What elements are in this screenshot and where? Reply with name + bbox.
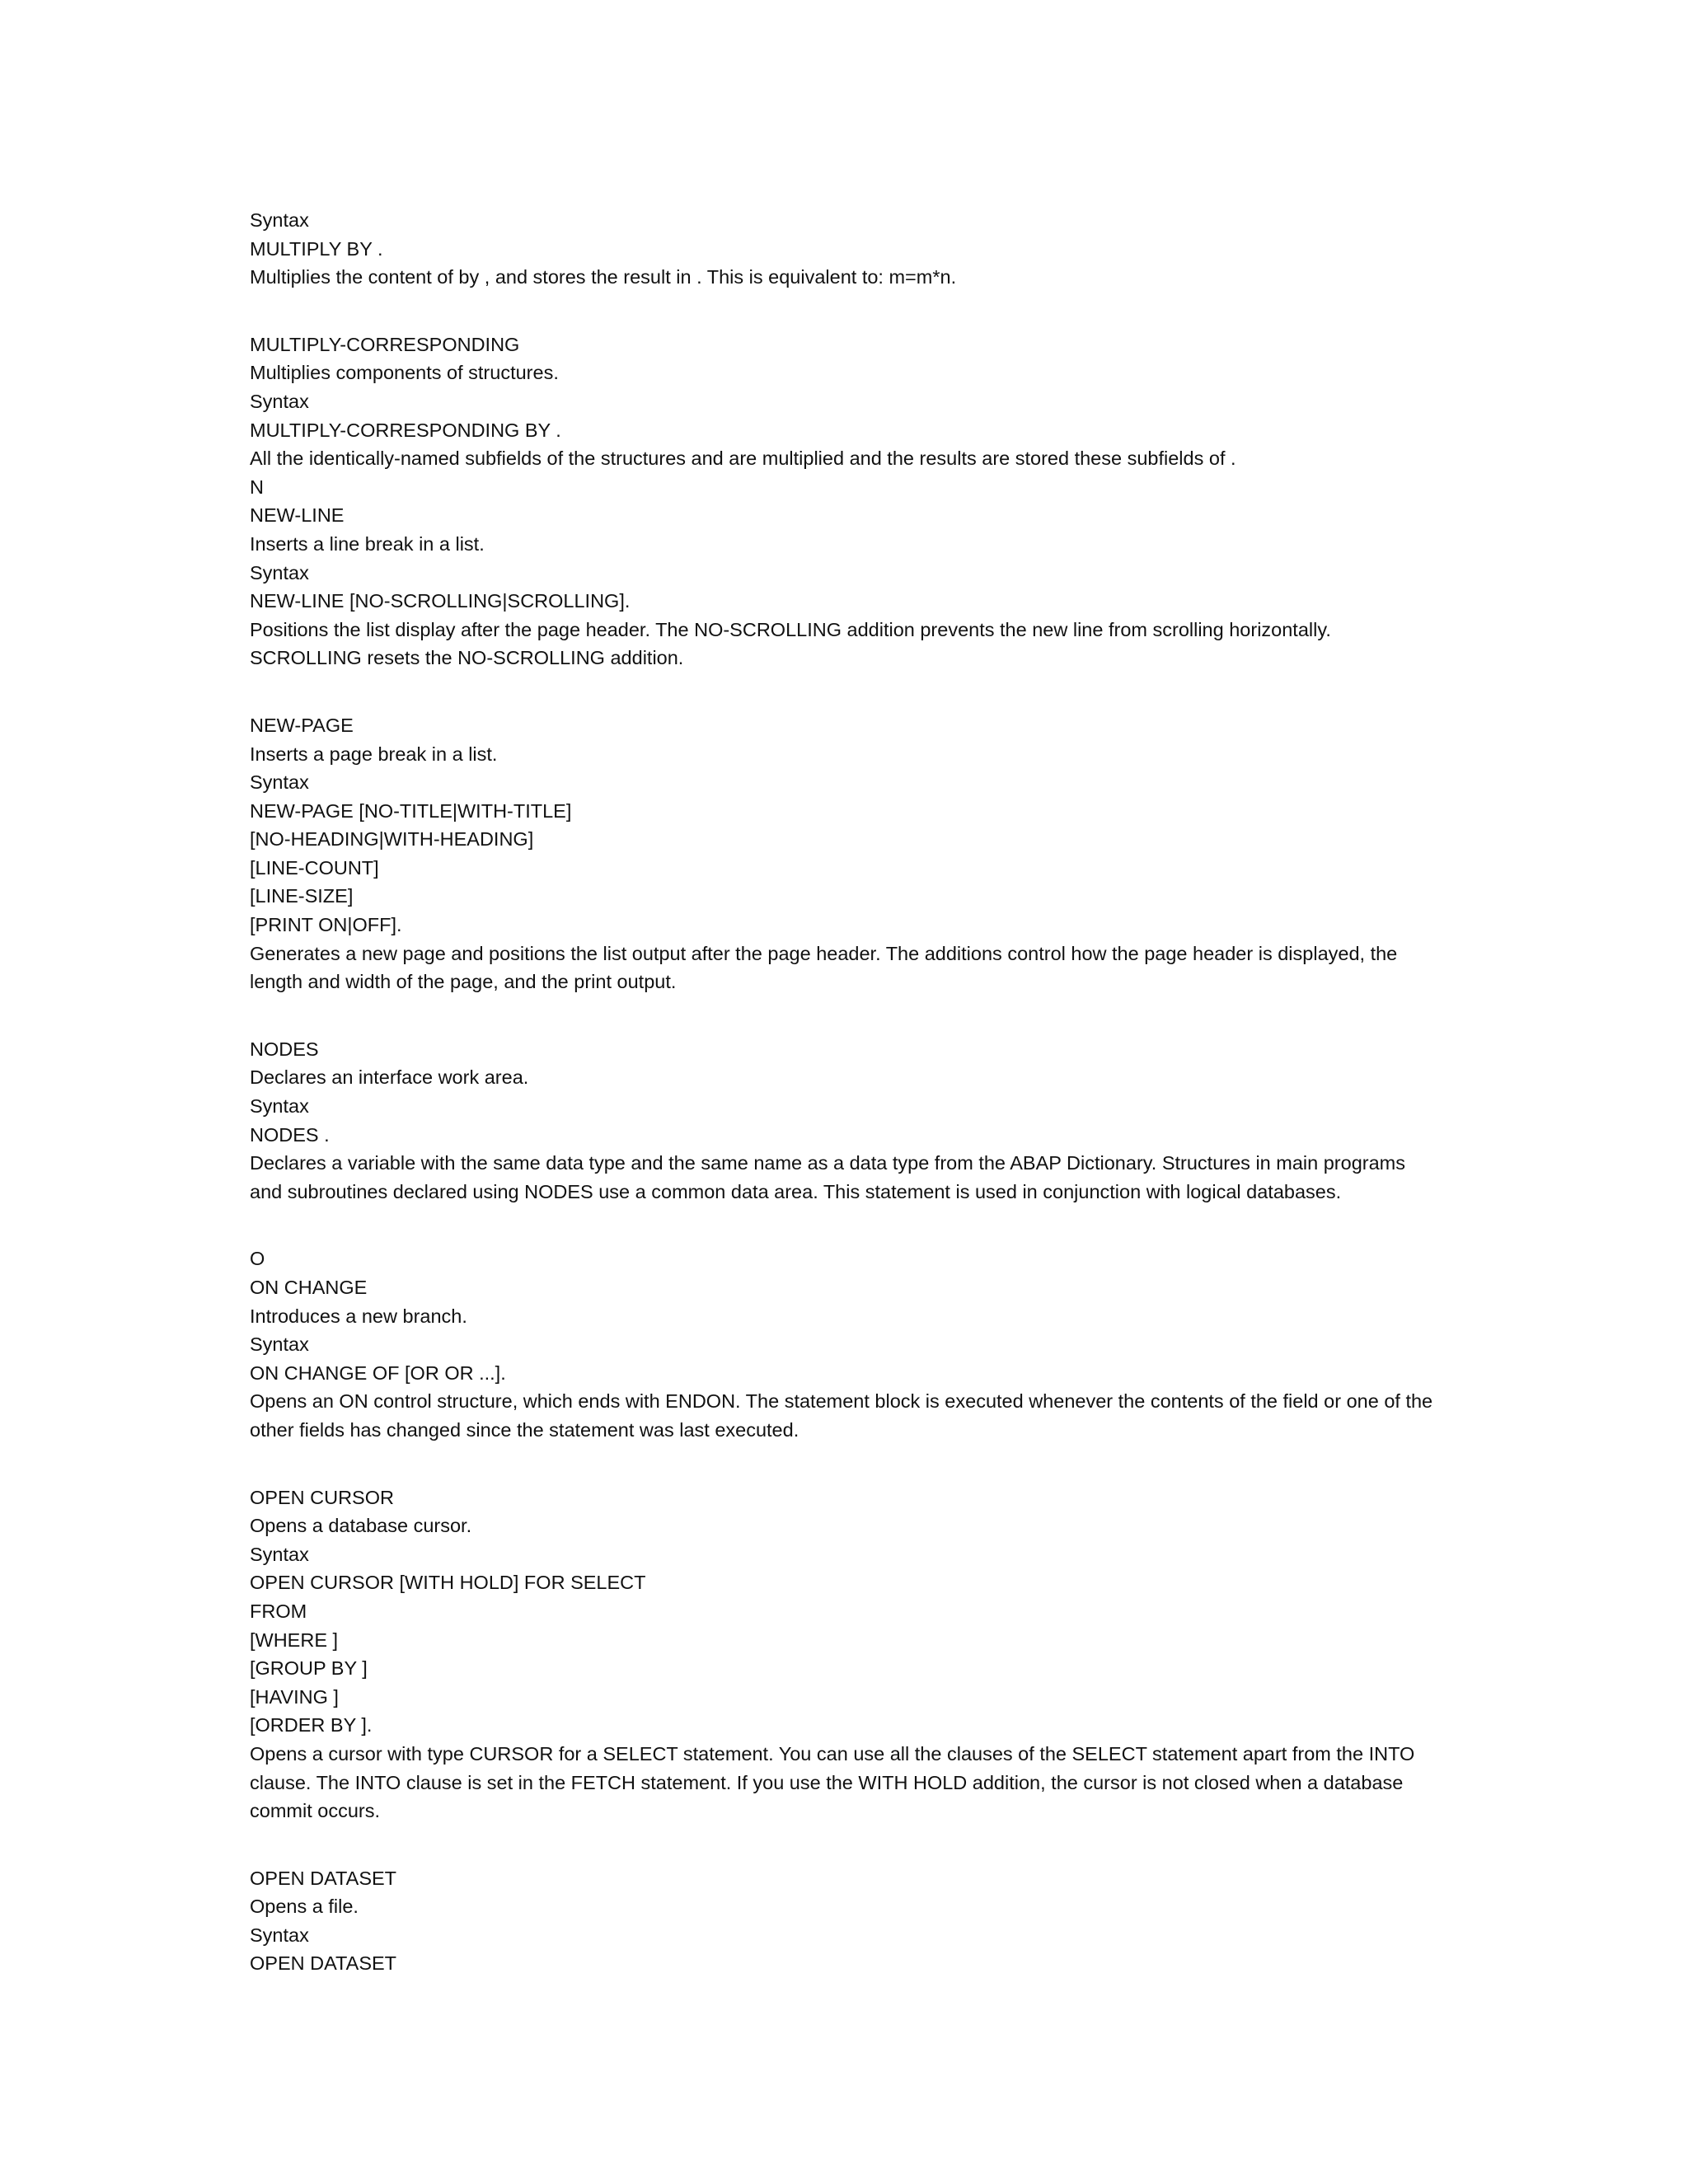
text-line: NODES .: [250, 1123, 330, 1146]
text-line: NEW-PAGE: [250, 714, 354, 736]
text-line: Opens an ON control structure, which ends with ENDON. The statement block is executed whenever the contents of the field or one of the: [250, 1390, 1433, 1413]
block-spacer: [250, 1445, 1445, 1483]
text-line: MULTIPLY BY .: [250, 237, 383, 260]
block-spacer: [250, 1825, 1445, 1864]
text-line: [NO-HEADING|WITH-HEADING]: [250, 828, 534, 851]
text-line: Syntax: [250, 771, 309, 794]
text-line: Syntax: [250, 1924, 309, 1946]
text-line: Syntax: [250, 561, 309, 583]
text-block: [250, 1035, 1445, 1207]
text-line: length and width of the page, and the print output.: [250, 971, 677, 993]
text-line: [ORDER BY ].: [250, 1714, 373, 1736]
text-line: OPEN DATASET: [250, 1952, 397, 1975]
text-line: commit occurs.: [250, 1800, 380, 1822]
text-line: MULTIPLY-CORRESPONDING: [250, 333, 520, 355]
text-block: [250, 1483, 1445, 1825]
text-line: NODES: [250, 1038, 319, 1060]
text-line: Opens a cursor with type CURSOR for a SELECT statement. You can use all the clauses of the SELECT statement apart from the INTO: [250, 1742, 1415, 1765]
text-line: Syntax: [250, 1333, 309, 1356]
text-block: [250, 1244, 1445, 1444]
text-line: Generates a new page and positions the list output after the page header. The additions control how the page header is displayed, the: [250, 942, 1398, 964]
text-line: Multiplies the content of by , and stores the result in . This is equivalent to: m=m*n.: [250, 266, 957, 288]
text-line: ON CHANGE OF [OR OR ...].: [250, 1361, 506, 1384]
text-line: Syntax: [250, 1095, 309, 1118]
text-line: other fields has changed since the statement was last executed.: [250, 1418, 799, 1441]
text-line: [HAVING ]: [250, 1685, 339, 1708]
block-spacer: [250, 673, 1445, 711]
text-line: Syntax: [250, 390, 309, 412]
text-line: MULTIPLY-CORRESPONDING BY .: [250, 419, 561, 441]
text-block: [250, 330, 1445, 673]
text-line: NEW-LINE [NO-SCROLLING|SCROLLING].: [250, 590, 631, 612]
text-line: Multiplies components of structures.: [250, 362, 559, 384]
text-line: N: [250, 476, 264, 498]
block-spacer: [250, 1206, 1445, 1244]
text-line: [GROUP BY ]: [250, 1657, 368, 1680]
text-line: Inserts a line break in a list.: [250, 532, 485, 555]
text-line: and subroutines declared using NODES use a common data area. This statement is used in conjunction with logical databases.: [250, 1180, 1342, 1202]
block-spacer: [250, 996, 1445, 1035]
text-block: [250, 711, 1445, 996]
text-line: clause. The INTO clause is set in the FETCH statement. If you use the WITH HOLD addition, the cursor is not closed when a database: [250, 1771, 1404, 1793]
text-block: [250, 206, 1445, 292]
text-line: All the identically-named subfields of the structures and are multiplied and the results are stored these subfields of .: [250, 448, 1236, 470]
text-line: SCROLLING resets the NO-SCROLLING addition.: [250, 647, 684, 669]
text-line: Syntax: [250, 1543, 309, 1565]
text-line: [LINE-COUNT]: [250, 856, 379, 879]
text-line: Declares a variable with the same data type and the same name as a data type from the ABAP Dictionary. Structures in main programs: [250, 1152, 1405, 1174]
text-line: Declares an interface work area.: [250, 1066, 529, 1089]
text-line: FROM: [250, 1600, 307, 1622]
text-line: Syntax: [250, 209, 309, 231]
text-block: [250, 1864, 1445, 1978]
text-line: [LINE-SIZE]: [250, 885, 354, 907]
text-line: O: [250, 1248, 265, 1270]
block-spacer: [250, 292, 1445, 330]
text-line: OPEN CURSOR: [250, 1486, 394, 1508]
text-line: OPEN DATASET: [250, 1867, 397, 1889]
text-line: [WHERE ]: [250, 1629, 339, 1651]
text-line: Opens a database cursor.: [250, 1515, 472, 1537]
text-line: Inserts a page break in a list.: [250, 743, 498, 765]
text-line: [PRINT ON|OFF].: [250, 914, 402, 936]
document-body: [250, 206, 1445, 1978]
text-line: OPEN CURSOR [WITH HOLD] FOR SELECT: [250, 1572, 646, 1594]
text-line: NEW-LINE: [250, 504, 345, 527]
text-line: Introduces a new branch.: [250, 1305, 467, 1327]
text-line: ON CHANGE: [250, 1277, 368, 1298]
text-line: NEW-PAGE [NO-TITLE|WITH-TITLE]: [250, 799, 572, 822]
text-line: Positions the list display after the page header. The NO-SCROLLING addition prevents the new line from scrolling horizontally.: [250, 618, 1331, 640]
text-line: Opens a file.: [250, 1896, 359, 1918]
